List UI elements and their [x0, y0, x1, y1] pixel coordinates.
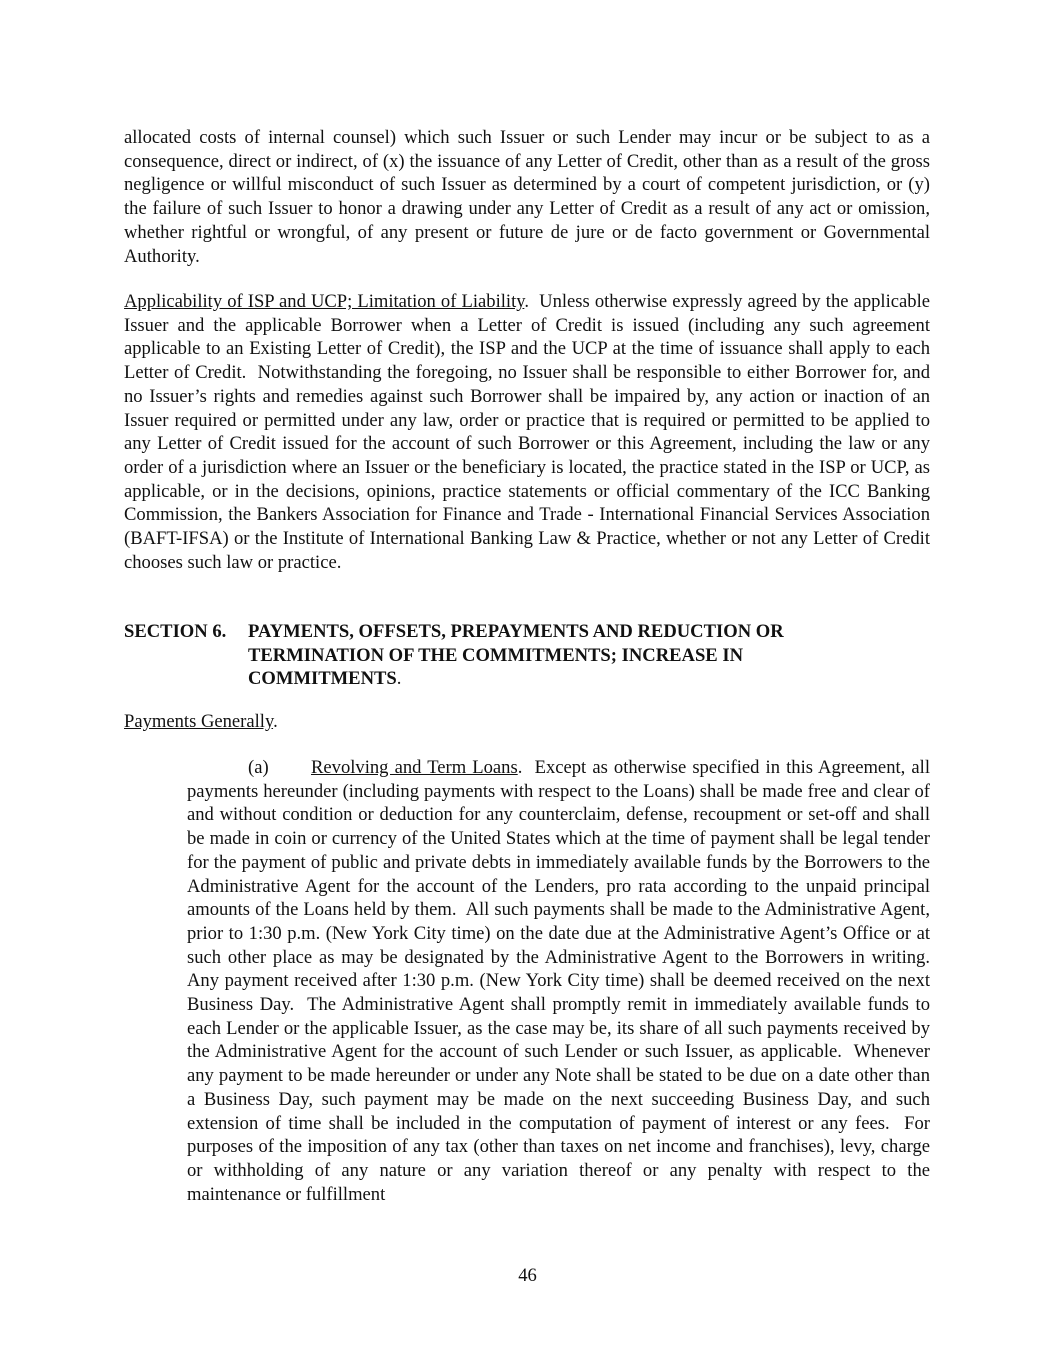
subsection-marker: (a): [248, 757, 269, 778]
subsection-a-paragraph: [187, 756, 940, 1206]
payments-generally-heading: [124, 710, 930, 734]
payments-generally-title: Payments Generally: [124, 711, 274, 732]
section-number: SECTION 6.: [124, 621, 227, 642]
paragraph-indemnity-continuation: [124, 126, 930, 268]
subsection-text: Except as otherwise specified in this Agreement, all payments hereunder (including payments with respect to the Loans) shall be made free and clear of and without condition or deduction for any counterclaim, defense, recoupment or set-off and shall be made in coin or currency of the United States which at the time of payment shall be legal tender for the payment of public and private debts in immediately available funds by the Borrowers to the Administrative Agent for the account of the Lenders, pro rata according to the unpaid principal amounts of the Loans held by them. All such payments shall be made to the Administrative Agent, prior to 1:30 p.m. (New York City time) on the date due at the Administrative Agent’s Office or at such other place as may be designated by the Administrative Agent to the Borrowers in writing. Any payment received after 1:30 p.m. (New York City time) shall be deemed received on the next Business Day. The Administrative Agent shall promptly remit in immediately available funds to each Lender or the applicable Issuer, as the case may be, its share of all such payments received by the Administrative Agent for the account of such Lender or such Issuer, as applicable. Whenever any payment to be made hereunder or under any Note shall be stated to be due on a date other than a Business Day, such payment may be made on the next succeeding Business Day, and such extension of time shall be included in the computation of payment of interest or any fees. For purposes of the imposition of any tax (other than taxes on net income and franchises), levy, charge or withholding of any nature or any variation thereof or any penalty with respect to the maintenance or fulfillment: [187, 757, 940, 1205]
heading-period: .: [524, 291, 529, 312]
section-title-period: .: [396, 668, 402, 690]
heading-period: .: [273, 711, 278, 732]
subsection-heading: Revolving and Term Loans: [311, 757, 518, 778]
paragraph-isp-ucp: [124, 290, 935, 574]
section-6-heading: [124, 620, 930, 692]
paragraph-text: Unless otherwise expressly agreed by the applicable Issuer and the applicable Borrower when a Letter of Credit is issued (including any such agreement applicable to an Existing Letter of Credit), the ISP and the UCP at the time of issuance shall apply to each Letter of Credit. Notwithstanding the foregoing, no Issuer shall be responsible to either Borrower for, and no Issuer’s rights and remedies against such Borrower shall be impaired by, any action or inaction of an Issuer required or permitted under any law, order or practice that is required or permitted to be applied to any Letter of Credit issued for the account of such Borrower or this Agreement, including the law or any order of a jurisdiction where an Issuer or the beneficiary is located, the practice stated in the ISP or UCP, as applicable, or in the decisions, opinions, practice statements or official commentary of the ICC Banking Commission, the Bankers Association for Finance and Trade - International Financial Services Association (BAFT-IFSA) or the Institute of International Banking Law & Practice, whether or not any Letter of Credit chooses such law or practice.: [124, 291, 935, 573]
page-number: 46: [518, 1265, 537, 1286]
heading-period: .: [517, 757, 523, 778]
section-title: [248, 620, 888, 691]
paragraph-heading-isp-ucp: Applicability of ISP and UCP; Limitation of Liability: [124, 291, 525, 312]
paragraph-text: allocated costs of internal counsel) which such Issuer or such Lender may incur or be subject to as a consequence, direct or indirect, of (x) the issuance of any Letter of Credit, other than as a result of the gross negligence or willful misconduct of such Issuer as determined by a court of competent jurisdiction, or (y) the failure of such Issuer to honor a drawing under any Letter of Credit as a result of any act or omission, whether rightful or wrongful, of any present or future de jure or de facto government or Governmental Authority.: [124, 127, 930, 267]
section-title-text: PAYMENTS, OFFSETS, PREPAYMENTS AND REDUCTION OR TERMINATION OF THE COMMITMENTS; INCREASE IN COMMITMENTS: [248, 621, 784, 690]
